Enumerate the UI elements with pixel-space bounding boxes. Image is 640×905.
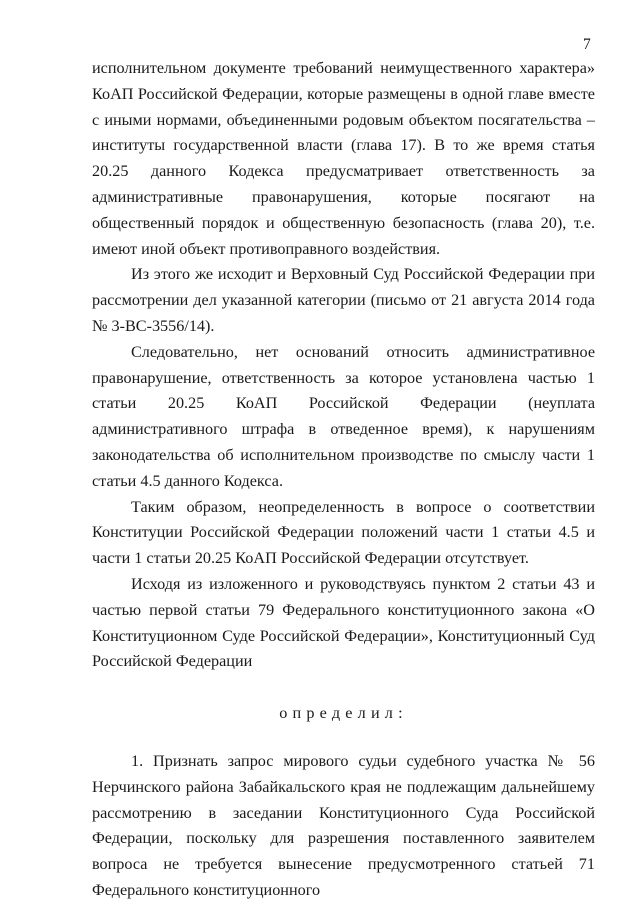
document-body	[92, 56, 595, 904]
paragraph: Следовательно, нет оснований относить административное правонарушение, ответственность за которое установлена частью 1 статьи 20.25 КоАП Российской Федерации (неуплата административного штрафа в отведенное время), к нарушениям законодательства об исполнительном производстве по смыслу части 1 статьи 4.5 данного Кодекса.	[92, 342, 595, 490]
paragraph: исполнительном документе требований неимущественного характера» КоАП Российской Федерации, которые размещены в одной главе вместе с иными нормами, объединенными родовым объектом посягательства – институты государственной власти (глава 17). В то же время статья 20.25 данного Кодекса предусматривает ответственность за административные правонарушения, которые посягают на общественный порядок и общественную безопасность (глава 20), т.е. имеют иной объект противоправного воздействия.	[92, 59, 595, 258]
paragraph: Исходя из изложенного и руководствуясь пунктом 2 статьи 43 и частью первой статьи 79 Федерального конституционного закона «О Конституционном Суде Российской Федерации», Конституционный Суд Российской Федерации	[92, 574, 595, 671]
decision-heading: определил:	[279, 704, 408, 723]
paragraph: Таким образом, неопределенность в вопросе о соответствии Конституции Российской Федерации положений части 1 статьи 4.5 и части 1 статьи 20.25 КоАП Российской Федерации отсутствует.	[92, 497, 595, 568]
page-number: 7	[583, 36, 591, 53]
paragraph: 1. Признать запрос мирового судьи судебного участка № 56 Нерчинского района Забайкальского края не подлежащим дальнейшему рассмотрению в заседании Конституционного Суда Российской Федерации, поскольку для разрешения поставленного заявителем вопроса не требуется вынесение предусмотренного статьей 71 Федерального конституционного	[92, 751, 595, 899]
paragraph: Из этого же исходит и Верховный Суд Российской Федерации при рассмотрении дел указанной категории (письмо от 21 августа 2014 года № 3-ВС-3556/14).	[92, 265, 595, 335]
